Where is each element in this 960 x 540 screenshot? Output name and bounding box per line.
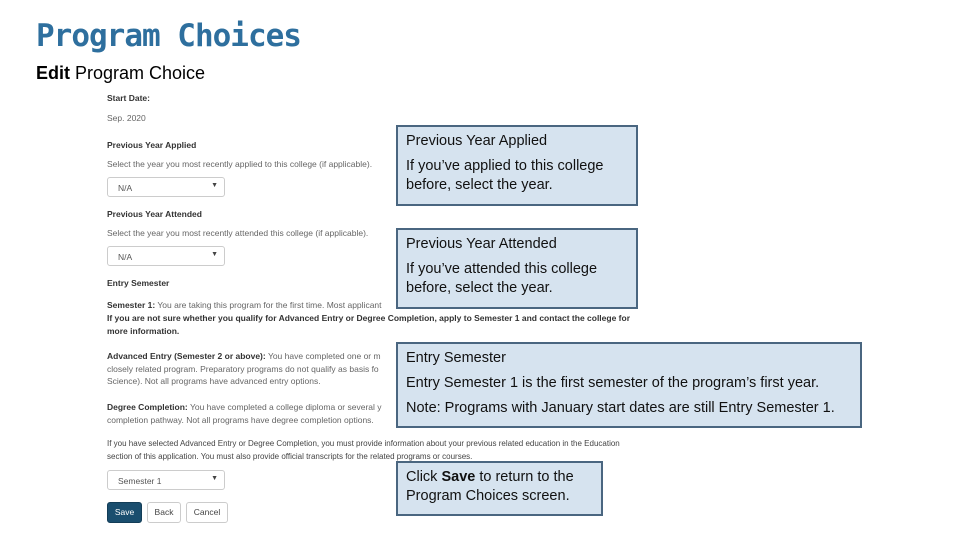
entry-semester-value: Semester 1 — [118, 476, 162, 486]
callout-previous-year-applied — [396, 125, 638, 206]
entry-semester-label: Entry Semester — [107, 278, 170, 288]
callout-previous-year-attended — [396, 228, 638, 309]
callout-entry-title: Entry Semester — [406, 350, 506, 366]
callout-save-post: to return to the Program Choices screen. — [406, 469, 574, 504]
page-subtitle — [36, 63, 205, 84]
subtitle-rest: Program Choice — [70, 63, 206, 83]
advanced-entry-bold: Advanced Entry (Semester 2 or above): — [107, 351, 266, 361]
start-date-label: Start Date: — [107, 93, 150, 103]
chevron-down-icon: ▼ — [211, 251, 218, 258]
previous-education-note: If you have selected Advanced Entry or Degree Completion, you must provide information about your previous related education in the Education section of this application. You must also provide official transcripts for the related programs or courses. — [107, 439, 620, 461]
previous-year-applied-label: Previous Year Applied — [107, 140, 197, 150]
subtitle-bold: Edit — [36, 63, 70, 83]
chevron-down-icon: ▼ — [211, 182, 218, 189]
callout-entry-semester — [396, 342, 862, 428]
start-date-value: Sep. 2020 — [107, 113, 146, 123]
entry-semester-select[interactable] — [107, 470, 225, 490]
cancel-button[interactable]: Cancel — [186, 502, 228, 523]
previous-year-attended-label: Previous Year Attended — [107, 209, 202, 219]
advanced-entry-text: You have completed one or m closely related program. Preparatory programs do not qualify as basis fo Science). Not all programs have advanced entry options. — [107, 351, 381, 386]
previous-year-applied-value: N/A — [118, 183, 133, 193]
callout-attended-body: If you’ve attended this college before, select the year. — [406, 261, 598, 296]
degree-completion-bold: Degree Completion: — [107, 402, 188, 412]
previous-year-attended-help: Select the year you most recently attended this college (if applicable). — [107, 228, 369, 238]
previous-year-attended-value: N/A — [118, 252, 133, 262]
advanced-entry-description — [107, 350, 399, 388]
callout-applied-title: Previous Year Applied — [406, 133, 548, 149]
callout-save-bold: Save — [441, 469, 476, 485]
callout-save — [396, 461, 603, 516]
semester-note: If you are not sure whether you qualify for Advanced Entry or Degree Completion, apply to Semester 1 and contact the college for more information. — [107, 313, 631, 336]
semester-1-text: You are taking this program for the first time. Most applicant — [155, 300, 382, 310]
callout-save-pre: Click — [406, 469, 442, 485]
callout-attended-title: Previous Year Attended — [406, 236, 557, 252]
semester-1-description — [107, 299, 407, 312]
back-button[interactable]: Back — [147, 502, 181, 523]
save-button[interactable]: Save — [107, 502, 142, 523]
degree-completion-description — [107, 401, 399, 426]
callout-applied-body: If you’ve applied to this college before, select the year. — [406, 158, 604, 193]
previous-year-applied-select[interactable] — [107, 177, 225, 197]
chevron-down-icon: ▼ — [211, 475, 218, 482]
callout-entry-body-1: Entry Semester 1 is the first semester of the program’s first year. — [406, 375, 820, 391]
degree-completion-text: You have completed a college diploma or several y completion pathway. Not all programs have degree completion options. — [107, 402, 382, 425]
previous-year-attended-select[interactable] — [107, 246, 225, 266]
semester-1-bold: Semester 1: — [107, 300, 156, 310]
page-title: Program Choices — [36, 18, 301, 54]
previous-year-applied-help: Select the year you most recently applied to this college (if applicable). — [107, 159, 373, 169]
callout-entry-body-2: Note: Programs with January start dates are still Entry Semester 1. — [406, 400, 835, 416]
callout-save-text — [406, 468, 593, 506]
